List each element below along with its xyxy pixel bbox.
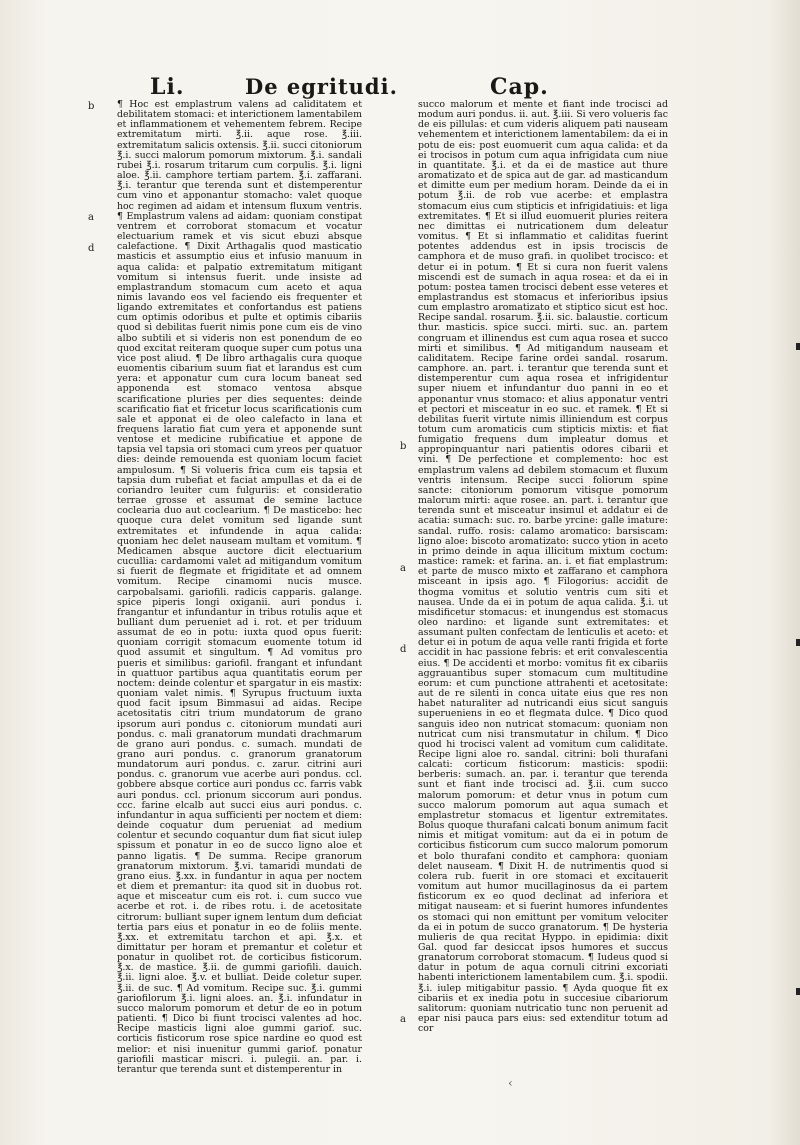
edge-mark [796, 343, 800, 350]
edge-mark [796, 988, 800, 995]
text-column-left: ¶ Hoc est emplastrum valens ad caliditatem et debilitatem stomaci: et interictionem lamentabilem et inflammationem et vehementem febrem. Recipe extremitatum mirti. ℥.ii. aque rose. ℥.iii. extremitatum salicis oxtensis. ℥.ii. succi citoniorum ℥.i. succi malorum pomorum mixtorum. ℥.i. sandali rubei ℥.i. rosarum tritarum cum corpulis. ℥.i. ligni aloe. ℥.ii. camphore tertiam partem. ℥.i. zaffarani. ℥.i. terantur que terenda sunt et distemperentur cum vino et apponantur stomacho: valet quoque hoc regimen ad aidam et intensum fluxum ventris. ¶ Emplastrum valens ad aidam: quoniam constipat ventrem et corroborat stomacum et vocatur electuarium ramek et vis sicut ebuzi absque calefactione. ¶ Dixit Arthagalis quod masticatio masticis et assumptio eius et infusio manuum in aqua calida: et palpatio extremitatum mitigant vomitum si intensus fuerit. unde insiste ad emplastrandum stomacum cum aceto et aqua nimis lavando eos vel faciendo eis frequenter et ligando extremitates et confortandus est patiens cum optimis odoribus et pulte et optimis cibariis quod si debilitas fuerit nimis pone cum eis de vino albo subtili et si videris non est ponendum de eo quod excitat reiteram quoque super cum potus una vice post aliud. ¶ De libro arthagalis cura quoque euomentis cibarium suum fiat et larandus est cum yera: et apponatur cum cura locum baneat sed apponenda est stomaco ventosa absque scarificatione pluries per dies sequentes: deinde scarificatio fiat et fricetur locus scarificationis cum sale et apponat ei de oleo calefacto in lana et frequens laratio fiat cum yera et apponende sunt ventose et medicine rubificatiue et appone de tapsia vel tapsia ori stomaci cum yreos per quatuor dies: deinde remouenda est quoniam locum faciet ampulosum. ¶ Si volueris frica cum eis tapsia et tapsia dum rubefiat et faciat ampullas et da ei de coriandro leuiter cum fulguriis: et consideratio terrae grosse et assumat de semine lactuce coclearia duo aut coclearium. ¶ De masticebo: hec quoque cura delet vomitum sed ligande sunt extremitates et infundende in aqua calida: quoniam hec delet nauseam multam et vomitum. ¶ Medicamen absque auctore dicit electuarium cucullia: cardamomi valet ad mitigandum vomitum si fuerit de flegmate et frigiditate et ad omnem vomitum. Recipe cinamomi nucis musce. carpobalsami. gariofili. radicis capparis. galange. spice piperis longi oxiganii. auri pondus i. frangantur et infundantur in tribus rotulis aque et bulliant dum perueniet ad i. rot. et per triduum assumat de eo in potu: iuxta quod opus fuerit: quoniam corrigit stomacum euomente totum id quod assumit et singultum. ¶ Ad vomitus pro pueris et similibus: gariofil. frangant et infundant in quattuor partibus aqua quantitatis eorum per noctem: deinde colentur et spargatur in eis mastix: quoniam valet nimis. ¶ Syrupus fructuum iuxta quod facit ipsum Bimmasui ad aidas. Recipe acetositatis citri trium mundatorum de grano ipsorum auri pondus c. citoniorum mundati auri pondus. c. mali granatorum mundati drachmarum de grano auri pondus. c. sumach. mundati de grano auri pondus. c. granorum granatorum mundatorum auri pondus. c. zarur. citrini auri pondus. c. granorum vue acerbe auri pondus. ccl. gobbere absque cortice auri pondus cc. farris vabk auri pondus. ccl. prionum siccorum auri pondus. ccc. farine elcalb aut succi eius auri pondus. c. infundantur in aqua sufficienti per noctem et diem: deinde coquatur dum perueniat ad medium colentur et secundo coquantur dum fiat sicut iulep spissum et ponatur in eo de succo ligno aloe et panno ligatis. ¶ De summa. Recipe granorum granatorum mixtorum. ℥.vi. tamaridi mundati de grano eius. ℥.xx. in fundantur in aqua per noctem et diem et premantur: ita quod sit in duobus rot. aque et misceatur cum eis rot. i. cum succo vue acerbe et rot. i. de ribes rotu. i. de acetositate citrorum: bulliant super ignem lentum dum deficiat tertia pars eius et ponatur in eo de foliis mente. ℥.xx. et extremitatu tarchon et api. ℥.x. et dimittatur per horam et premantur et coletur et ponatur in quolibet rot. de corticibus fisticorum. ℥.x. de mastice. ℥.ii. de gummi gariofili. dauich. ℥.ii. ligni aloe. ℥.v. et bulliat. Deide coletur super. ℥.ii. de suc. ¶ Ad vomitum. Recipe suc. ℥.i. gummi gariofilorum ℥.i. ligni aloes. an. ℥.i. infundatur in succo malorum pomorum et detur de eo in potum patienti. ¶ Dico bi fiunt trocisci valentes ad hoc. Recipe masticis ligni aloe gummi gariof. suc. corticis fisticorum rose spice nardine eo quod est melior: et nisi inuenitur gummi gariof. ponatur gariofili masticar miscri. i. pulegii. an. par. i. terantur que terenda sunt et distemperentur in [117, 99, 362, 1075]
running-title: De egritudi. [245, 74, 398, 99]
ink-stain: ‹ [508, 1076, 513, 1090]
edge-mark [796, 639, 800, 646]
margin-letter: b [400, 441, 407, 452]
margin-letter: a [400, 1014, 406, 1025]
margin-letter: a [400, 563, 406, 574]
text-column-right: succo malorum et mente et fiant inde trocisci ad modum auri pondus. ii. aut. ℥.iii. Si vero volueris fac de eis pillulas: et cum videris aliquem pati nauseam vehementem et interictionem lamentabilem: da ei in potu de eis: post euomuerit cum aqua calida: et da ei trocisos in potum cum aqua infrigidata cum niue in quantitate. ℥.i. et da ei de mastice aut thure aromatizato et de spica aut de gar. ad masticandum et dimitte eum per medium horam. Deinde da ei in potum ℥.ii. de rob vue acerbe: et emplastra stomacum eius cum stipticis et infrigidatiuis: et liga extremitates. ¶ Et si illud euomuerit pluries reitera nec dimittas ei nutricationem dum deleatur vomitus. ¶ Et si inflammatio et caliditas fuerint potentes addendus est in ipsis trociscis de camphora et de muso grafi. in quolibet trocisco: et detur ei in potum. ¶ Et si cura non fuerit valens miscendi est de sumach in aqua rosea: et da ei in potum: postea tamen trocisci debent esse veteres et emplastrandus est stomacus et inferioribus ipsius cum emplastro aromatizato et stiptico sicut est hoc. Recipe sandal. rosarum. ℥.ii. sic. balaustie. corticum thur. masticis. spice succi. mirti. suc. an. partem congruam et illinendus est cum aqua rosea et succo mirti et similibus. ¶ Ad mitigandum nauseam et caliditatem. Recipe farine ordei sandal. rosarum. camphore. an. part. i. terantur que terenda sunt et distemperentur cum aqua rosea et infrigidentur super niuem et infundantur duo panni in eo et apponantur vnus stomaco: et alius apponatur ventri et pectori et misceatur in eo suc. et ramek. ¶ Et si debilitas fuerit virtute nimis illiniendum est corpus totum cum aromaticis cum stipticis mixtis: et fiat fumigatio frequens dum impleatur domus et appropinquantur nari patientis odores cibarii et vini. ¶ De perfectione et complemento: hoc est emplastrum valens ad debilem stomacum et fluxum ventris intensum. Recipe succi foliorum spine sancte: citoniorum pomorum vitisque pomorum malorum mirti: aque rosee. an. part. i. terantur que terenda sunt et misceatur insimul et addatur ei de acatia: sumach: suc. ro. barbe yrcine: galle imature: sandal. ruffo. rosis: calamo aromatico: barsiscam: ligno aloe: biscoto aromatizato: succo ytion in aceto in primo deinde in aqua illicitum mixtum coctum: mastice: ramek: et farina. an. i. et fiat emplastrum: et parte de musco mixto et zaffarano et camphora misceant in ipsis ago. ¶ Filogorius: accidit de thogma vomitus et solutio ventris cum siti et nausea. Unde da ei in potum de aqua calida. ℥.i. ut misdificetur stomacus: et inungendus est stomacus oleo nardino: et ligande sunt extremitates: et assumant pulten confectam de lenticulis et aceto: et detur ei in potum de aqua velle ranti frigida et forte accidit in hac passione febris: et erit convalescentia eius. ¶ De accidenti et morbo: vomitus fit ex cibariis aggrauantibus super stomacum cum multitudine eorum: et cum punctione attrahenti et acetositate: aut de re silenti in conca uitate eius que res non habet naturaliter ad nutricandi eius sicut sanguis superueniens in eo et flegmata dulce. ¶ Dico quod sanguis ideo non nutricat stomacum: quoniam non nutricat cum nisi transmutatur in chilum. ¶ Dico quod hi trocisci valent ad vomitum cum caliditate. Recipe ligni aloe ro. sandal. citrini: boli thurafani calcati: corticum fisticorum: masticis: spodii: berberis: sumach. an. par. i. terantur que terenda sunt et fiant inde trocisci ad. ℥.ii. cum succo malorum pomorum: et detur vnus in potum cum succo malorum pomorum aut aqua sumach et emplastretur stomacus et ligentur extremitates. Bolus quoque thurafani calcati bonum animum facit nimis et mitigat vomitum: aut da ei in potum de corticibus fisticorum cum succo malorum pomorum et bolo thurafani condito et camphora: quoniam delet nauseam. ¶ Dixit H. de nutrimentis quod si colera rub. fuerit in ore stomaci et excitauerit vomitum aut humor mucillaginosus da ei partem fisticorum ex eo quod declinat ad inferiora et mitigat nauseam: et si fuerint humores infundentes os stomaci qui non emittunt per vomitum velociter da ei in potum de succo granatorum. ¶ De hysteria mulieris de qua recitat Hyppo. in epidimia: dixit Gal. quod far desiccat ipsos humores et succus granatorum corroborat stomacum. ¶ Iudeus quod si datur in potum de aqua cornuli citrini excoriati habenti interictionem lamentabilem cum. ℥.i. spodii. ℥.i. iulep mitigabitur passio. ¶ Ayda quoque fit ex cibariis et ex inedia potu in succesiue cibariorum salitorum: quoniam nutricatio tunc non peruenit ad epar nisi pauca pars eius: sed extenditur totum ad cor [418, 99, 668, 1035]
chapter-header: Cap. [490, 74, 549, 100]
folio-header-left: Li. [150, 74, 185, 100]
margin-letter: d [400, 644, 407, 655]
margin-letter: d [88, 243, 95, 254]
margin-letter: a [88, 212, 94, 223]
margin-letter: b [88, 101, 95, 112]
